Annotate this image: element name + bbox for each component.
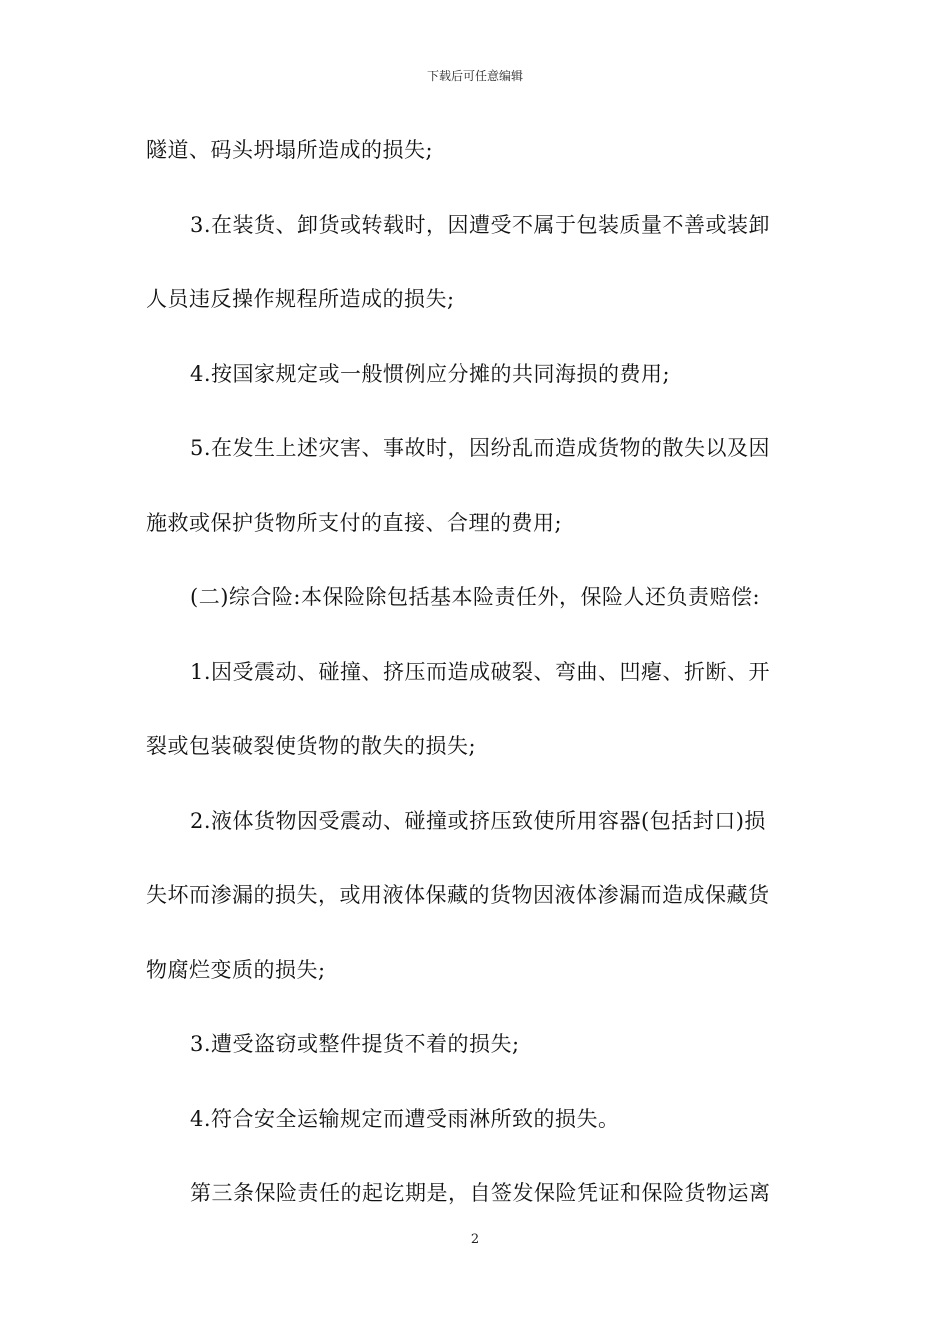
text-line: 5.在发生上述灾害、事故时，因纷乱而造成货物的散失以及因 (190, 436, 771, 460)
text-line: 裂或包装破裂使货物的散失的损失; (146, 734, 477, 758)
text-line: 物腐烂变质的损失; (146, 957, 326, 982)
text-line: 4.符合安全运输规定而遭受雨淋所致的损失。 (190, 1106, 620, 1131)
text-line: 施救或保护货物所支付的直接、合理的费用; (146, 510, 563, 535)
document-body (146, 128, 810, 1246)
text-line: 1.因受震动、碰撞、挤压而造成破裂、弯曲、凹瘪、折断、开 (190, 659, 771, 684)
text-line: 2.液体货物因受震动、碰撞或挤压致使所用容器(包括封口)损 (190, 808, 766, 833)
text-line: 人员违反操作规程所造成的损失; (146, 287, 455, 311)
header-note: 下载后可任意编辑 (426, 69, 523, 83)
text-line: 3.在装货、卸货或转载时，因遭受不属于包装质量不善或装卸 (190, 212, 771, 237)
text-line: 3.遭受盗窃或整件提货不着的损失; (190, 1032, 520, 1056)
text-line: 4.按国家规定或一般惯例应分摊的共同海损的费用; (190, 361, 671, 386)
text-line: 第三条保险责任的起讫期是，自签发保险凭证和保险货物运离 (190, 1181, 771, 1205)
text-line: 失坏而渗漏的损失，或用液体保藏的货物因液体渗漏而造成保藏货 (146, 883, 770, 907)
text-line: 隧道、码头坍塌所造成的损失; (146, 138, 434, 162)
page-number: 2 (470, 1232, 480, 1247)
text-line: (二)综合险:本保险除包括基本险责任外，保险人还负责赔偿: (190, 585, 761, 609)
